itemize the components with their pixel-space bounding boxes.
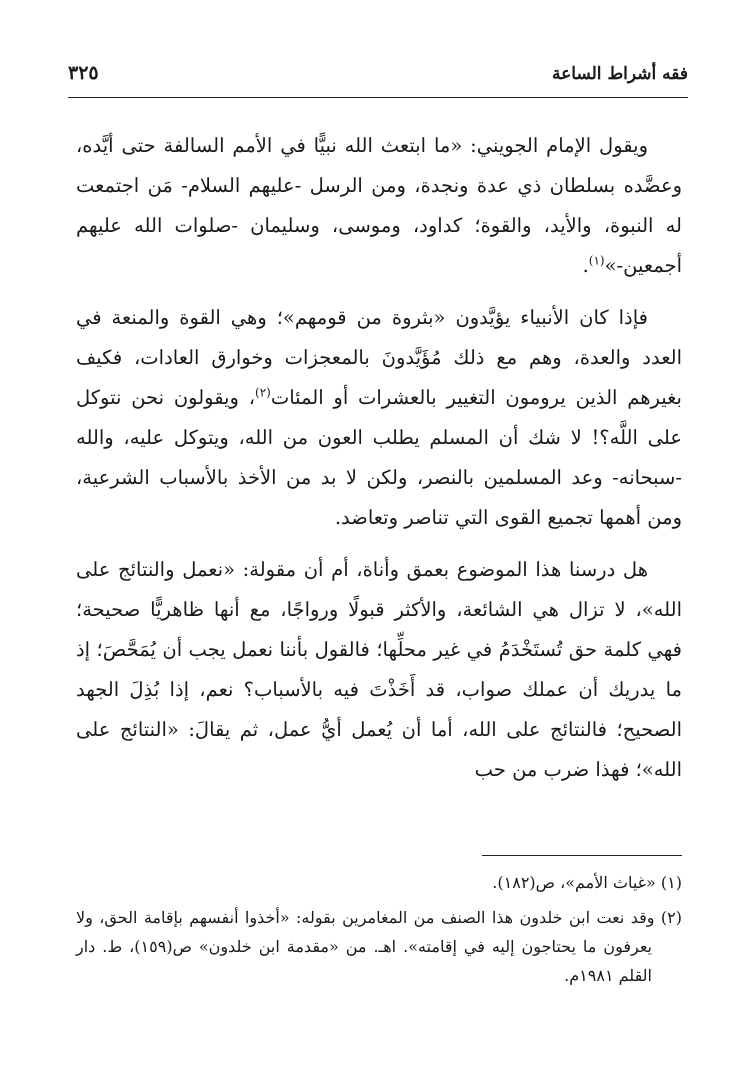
footnote-marker: (١) (588, 253, 605, 268)
page-number: ٣٢٥ (68, 62, 99, 84)
paragraph-text: ويقول الإمام الجويني: «ما ابتعث الله نبيًّا في الأمم السالفة حتى أيَّده، وعضَّده بسلطان ذي عدة ونجدة، ومن الرسل -عليهم السلام- مَن اجتمعت له النبوة، والأيد، والقوة؛ كداود، وموسى، وسليمان -صلوات الله عليهم أجمعين-» (76, 134, 682, 277)
footnotes (76, 868, 682, 996)
header-divider (68, 97, 688, 98)
paragraph-text: هل درسنا هذا الموضوع بعمق وأناة، أم أن مقولة: «نعمل والنتائج على الله»، لا تزال هي الشائعة، والأكثر قبولًا ورواجًا، مع أنها ظاهريًّا صحيحة؛ فهي كلمة حق تُستَخْدَمُ في غير محلِّها؛ فالقول بأننا نعمل يجب أن يُمَحَّصَ؛ إذ ما يدريك أن عملك صواب، قد أَخَذْتَ فيه بالأسباب؟ نعم، إذا بُذِلَ الجهد الصحيح؛ فالنتائج على الله، أما أن يُعمل أيُّ عمل، ثم يقالَ: «النتائج على الله»؛ فهذا ضرب من حب (76, 558, 682, 781)
paragraph-text: . (582, 254, 589, 277)
paragraph (76, 126, 682, 286)
footnote-item: (١) «غياث الأمم»، ص(١٨٢). (492, 873, 682, 892)
paragraph-text: ، ويقولون نحن نتوكل على اللَّه؟! لا شك أن المسلم يطلب العون من الله، ويتوكل عليه، والله -سبحانه- وعد المسلمين بالنصر، ولكن لا بد من الأخذ بالأسباب الشرعية، ومن أهمها تجميع القوى التي تناصر وتعاضد. (76, 386, 682, 529)
running-title: فقه أشراط الساعة (552, 64, 688, 84)
main-text (76, 126, 682, 802)
page-header (68, 56, 688, 98)
paragraph (76, 550, 682, 790)
footnote-divider (482, 855, 682, 856)
paragraph (76, 298, 682, 538)
footnote-item: (٢) وقد نعت ابن خلدون هذا الصنف من المغامرين بقوله: «أخذوا أنفسهم بإقامة الحق، ولا يعرفون ما يحتاجون إليه في إقامته». اهـ. من «مقدمة ابن خلدون» ص(١٥٩)، ط. دار القلم ١٩٨١م. (76, 908, 682, 985)
paragraph-text: فإذا كان الأنبياء يؤيَّدون «بثروة من قومهم»؛ وهي القوة والمنعة في العدد والعدة، وهم مع ذلك مُؤَيَّدونَ بالمعجزات وخوارق العادات، فكيف بغيرهم الذين يرومون التغيير بالعشرات أو المئات (76, 306, 682, 409)
footnote-marker: (٢) (255, 385, 271, 400)
